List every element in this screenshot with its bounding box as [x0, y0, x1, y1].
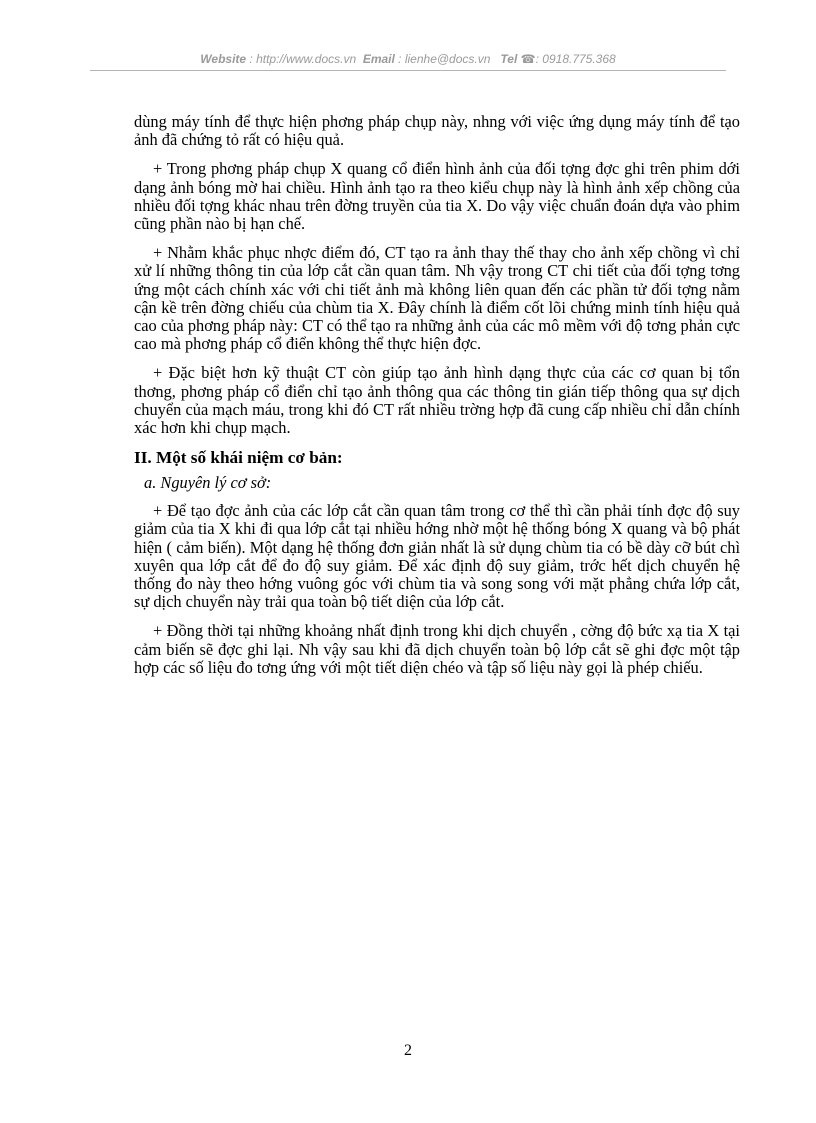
- page-number: 2: [404, 1042, 412, 1059]
- paragraph-continuation: dùng máy tính để thực hiện phơng pháp chụp này, nhng với việc ứng dụng máy tính để tạo ảnh đã chứng tỏ rất có hiệu quả.: [134, 112, 740, 150]
- section-heading: II. Một số khái niệm cơ bản:: [134, 448, 343, 468]
- paragraph-projection: + Đồng thời tại những khoảng nhất định trong khi dịch chuyển , cờng độ bức xạ tia X tại cảm biến sẽ đợc ghi lại. Nh vậy sau khi đã dịch chuyển toàn bộ lớp cắt sẽ ghi đợc một tập hợp các số liệu đo tơng ứng với một tiết diện chéo và tập số liệu này gọi là phép chiếu.: [134, 621, 740, 677]
- website-label: Website: [200, 52, 247, 66]
- paragraph-ct-advantage: + Nhằm khắc phục nhợc điểm đó, CT tạo ra ảnh thay thế thay cho ảnh xếp chồng vì chỉ xử lí những thông tin của lớp cắt cần quan tâm. Nh vậy trong CT chi tiết của đối tợng tơng ứng một cách chính xác với chi tiết ảnh mà không liên quan đến các phần tử đối tợng nằm cận kề trên đờng chiếu của chùm tia X. Đây chính là điểm cốt lõi chứng minh tính hiệu quả cao của phơng pháp này: CT có thể tạo ra những ảnh của các mô mềm với độ tơng phản cực cao mà phơng pháp cổ điển không thể thực hiện đợc.: [134, 243, 740, 354]
- paragraph-ct-special: + Đặc biệt hơn kỹ thuật CT còn giúp tạo ảnh hình dạng thực của các cơ quan bị tổn thơng, phơng pháp cổ điển chỉ tạo ảnh thông qua các thông tin gián tiếp thông qua sự dịch chuyển của mạch máu, trong khi đó CT rất nhiều trờng hợp đã cung cấp nhiều chỉ dẫn chính xác hơn khi chụp mạch.: [134, 363, 740, 438]
- email-label: Email: [362, 52, 395, 66]
- subsection-heading: a. Nguyên lý cơ sở:: [144, 473, 272, 493]
- header-divider: [90, 70, 726, 71]
- document-body: [134, 113, 740, 688]
- phone-icon: ☎: [520, 52, 536, 66]
- tel-value: : 0918.775.368: [535, 52, 616, 66]
- paragraph-principle: + Để tạo đợc ảnh của các lớp cắt cần quan tâm trong cơ thể thì cần phải tính đợc độ suy giảm của tia X khi đi qua lớp cắt tại nhiều hớng nhờ một hệ thống bóng X quang và bộ phát hiện ( cảm biến). Một dạng hệ thống đơn giản nhất là sử dụng chùm tia có bề dày cỡ bút chì xuyên qua lớp cắt để đo độ suy giảm. Để xác định độ suy giảm, trớc hết dịch chuyển hệ thống đo này theo hớng vuông góc với chùm tia và song song với mặt phẳng chứa lớp cắt, sự dịch chuyển này trải qua toàn bộ tiết diện của lớp cắt.: [134, 501, 740, 612]
- tel-label: Tel: [500, 52, 518, 66]
- website-value: : http://www.docs.vn: [249, 52, 357, 66]
- paragraph-classic-xray: + Trong phơng pháp chụp X quang cổ điển hình ảnh của đối tợng đợc ghi trên phim dới dạng ảnh bóng mờ hai chiều. Hình ảnh tạo ra theo kiểu chụp này là hình ảnh xếp chồng của nhiều đối tợng khác nhau trên đờng truyền của tia X. Do vậy việc chuẩn đoán dựa vào phim cũng phần nào bị hạn chế.: [134, 159, 740, 234]
- email-value: : lienhe@docs.vn: [398, 52, 491, 66]
- page-header: [90, 52, 726, 66]
